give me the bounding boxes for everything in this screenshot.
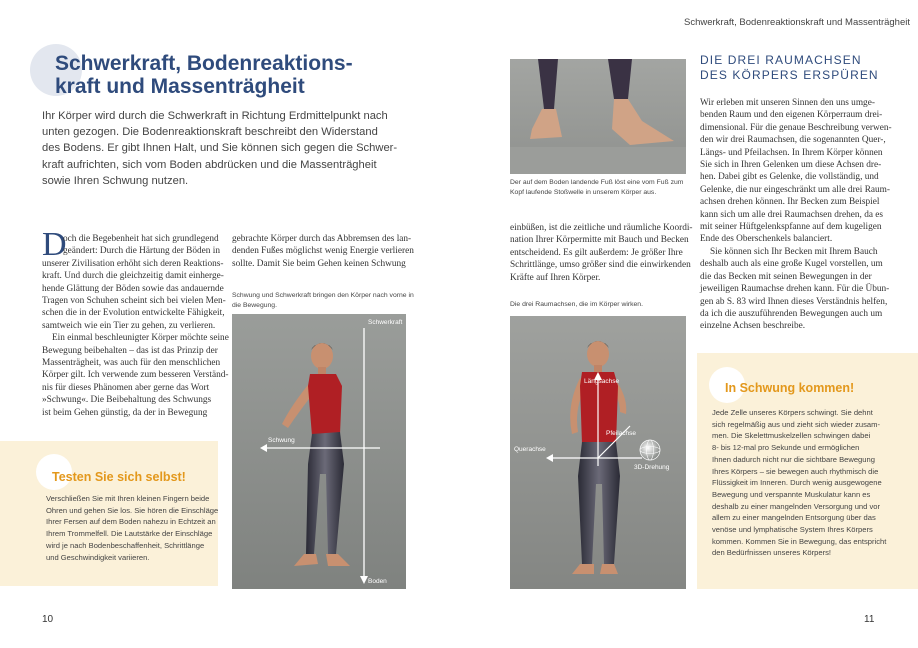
page-number-right: 11 xyxy=(864,614,875,625)
text-line: hen. Dabei gibt es Gelenke, die vollständig, und xyxy=(700,172,879,183)
text-line: gen ab S. 83 wird Ihnen dieses Verständnis helfen, xyxy=(700,296,888,307)
running-head: Schwerkraft, Bodenreaktionskraft und Massenträgheit xyxy=(683,17,910,28)
body-column-2 xyxy=(232,233,412,270)
tip-line: 8- bis 12-mal pro Sekunde und ermöglichen xyxy=(712,443,860,453)
intro-line: unten gezogen. Die Bodenreaktionskraft beschreibt den Widerstand xyxy=(42,126,378,139)
tip-line: Ihrer Fersen auf dem Boden nahezu in Echtzeit an xyxy=(46,517,216,527)
caption-line: Der auf dem Boden landende Fuß löst eine vom Fuß zum xyxy=(510,179,684,186)
tip-line: Flüssigkeit im Inneren. Durch wenig ausgewogene xyxy=(712,478,882,488)
section-heading xyxy=(700,53,879,83)
tip-line: men. Die Skelettmuskelzellen schwingen dabei xyxy=(712,431,871,441)
drop-cap: D xyxy=(42,226,67,263)
text-line: Sie sich in Ihren Gelenken um diese Achsen dre- xyxy=(700,160,882,171)
text-line: dimensional. Für die genaue Beschreibung verwen- xyxy=(700,122,892,133)
feet-illustration xyxy=(510,59,686,174)
tip-title: In Schwung kommen! xyxy=(725,381,855,395)
tip-line: deshalb zu einer mangelnden Versorgung und vor xyxy=(712,501,881,511)
tip-line: Ihres Körpers – sie bewegen auch rhythmisch die xyxy=(712,466,879,476)
page-number-left: 10 xyxy=(42,614,54,625)
walking-photo xyxy=(232,314,406,589)
label-3d-drehung: 3D-Drehung xyxy=(634,464,670,471)
text-line: samtweich wie ein Tier zu gehen, zu verlieren. xyxy=(42,320,216,331)
title-line: kraft und Massenträgheit xyxy=(55,75,305,98)
text-line: jeweiligen Raumachse drehen kann. Für die Übun- xyxy=(700,284,890,295)
tip-text xyxy=(46,493,218,563)
text-line: geändert: Durch die Härtung der Böden in xyxy=(63,246,220,257)
text-line: einzelne Achsen beschreibe. xyxy=(700,321,806,332)
text-line: Längs- und Pfeilachsen. In Ihrem Körper können xyxy=(700,147,883,158)
text-line: sollte. Damit Sie beim Gehen keinen Schwung xyxy=(232,258,406,269)
text-line: hende Glättung der Böden sowie das andauernde xyxy=(42,283,224,294)
tip-line: Jede Zelle unseres Körpers schwingt. Sie dehnt xyxy=(712,408,873,417)
intro-line: Ihr Körper wird durch die Schwerkraft in Richtung Erdmittelpunkt nach xyxy=(42,110,388,122)
text-line: Ein einmal beschleunigter Körper möchte seine xyxy=(52,333,229,344)
text-line: einbüßen, ist die zeitliche und räumliche Koordi- xyxy=(510,223,693,233)
feet-photo xyxy=(510,59,686,174)
text-line: Bewegung beibehalten – das ist das Prinzip der xyxy=(42,345,218,356)
tip-line: allem zu einer mangelnden Entsorgung über das xyxy=(712,513,876,523)
label-schwung: Schwung xyxy=(268,437,295,444)
caption-line: Schwung und Schwerkraft bringen den Körper nach vorne in xyxy=(232,292,414,299)
text-line: kraft. Und durch die gleichzeitig damit einherge- xyxy=(42,271,224,282)
text-line: Ende des Oberschenkels balanciert. xyxy=(700,234,833,245)
caption-line: Kopf laufende Stoßwelle in unserem Körper aus. xyxy=(510,188,657,196)
text-line: gebrachte Körper durch das Abbremsen des lan- xyxy=(232,234,412,244)
text-line: Tragen von Schuhen scheint sich bei vielen Men- xyxy=(42,296,226,307)
tip-line: Ohren und gehen Sie los. Sie hören die Einschläge xyxy=(46,505,219,515)
body-column-3 xyxy=(510,222,693,284)
caption-line: die Bewegung. xyxy=(232,301,277,309)
text-line: Massenträgheit, was auch für den menschlichen xyxy=(42,358,221,369)
text-line: benden Raum und den eigenen Körperraum drei- xyxy=(700,110,883,121)
body-column-1 xyxy=(42,233,229,419)
section-heading-line: DIE DREI RAUMACHSEN xyxy=(700,53,862,67)
label-schwerkraft: Schwerkraft xyxy=(368,319,403,326)
intro-line: sowie Ihren Schwung nutzen. xyxy=(42,174,189,187)
text-line: kann sich um alle drei Raumachsen drehen, da es xyxy=(700,209,884,220)
text-line: Körper gilt. Ich verwende zum besseren Verständ- xyxy=(42,370,229,381)
text-line: Sie können sich Ihr Becken mit Ihrem Bauch xyxy=(710,246,878,257)
intro-line: des Bodens. Er gibt Ihnen Halt, und Sie können sich gegen die Schwer- xyxy=(42,142,398,155)
text-line: nation Ihrer Körpermitte mit Bauch und Becken xyxy=(510,235,689,246)
tip-title: Testen Sie sich selbst! xyxy=(52,470,186,484)
section-heading-line: DES KÖRPERS ERSPÜREN xyxy=(700,68,879,82)
text-line: och die Begebenheit hat sich grundlegend xyxy=(63,234,219,244)
text-line: deshalb auch als eine große Kugel vorstellen, um xyxy=(700,259,883,270)
label-laengsachse: Längsachse xyxy=(584,378,620,385)
photo-caption-walk xyxy=(232,291,412,310)
text-line: die das Becken mit seinen Bewegungen in der xyxy=(700,271,872,282)
photo-caption-axes: Die drei Raumachsen, die im Körper wirken. xyxy=(510,301,643,308)
tip-line: Bewegung und verspannte Muskulatur kann es xyxy=(712,489,871,499)
tip-line: und Geschwindigkeit variieren. xyxy=(46,552,150,562)
tip-line: kommen. Kommen Sie in Bewegung, das entspricht xyxy=(712,536,887,546)
tip-box-in-schwung xyxy=(697,353,918,589)
text-line: unserer Zivilisation erhöht sich deren Reaktions- xyxy=(42,258,224,269)
text-line: »Schwung«. Die Beibehaltung des Schwungs xyxy=(42,395,212,406)
body-column-4 xyxy=(700,97,892,333)
page-title xyxy=(55,52,355,98)
text-line: mit seiner Hüftgelenkspfanne auf dem kugeligen xyxy=(700,222,882,233)
text-line: entscheidend. Es gilt außerdem: Je größer Ihre xyxy=(510,247,683,258)
tip-line: wird je nach Bodenbeschaffenheit, Schrittlänge xyxy=(46,540,205,550)
text-line: Kräfte auf Ihren Körper. xyxy=(510,272,601,283)
tip-line: venöse und lymphatische System Ihres Körpers xyxy=(712,525,873,535)
text-line: achsen drehen können. Ihr Becken zum Beispiel xyxy=(700,197,880,208)
text-line: denden Fußes möglichst wenig Energie verlieren xyxy=(232,246,414,257)
tip-line: Ihnen dadurch nicht nur die sichtbare Bewegung xyxy=(712,454,875,464)
text-line: nis für dieses Phänomen aber gerne das Wort xyxy=(42,382,210,393)
text-line: da ich die auszuführenden Bewegungen auch um xyxy=(700,308,883,319)
text-line: Gelenke, die nur eingeschränkt um alle drei Raum- xyxy=(700,184,891,195)
text-line: schen die in der Evolution entwickelte Fähigkeit, xyxy=(42,308,225,319)
label-pfeilachse: Pfeilachse xyxy=(606,430,636,437)
tip-line: sich regelmäßig aus und zieht sich wieder zusam- xyxy=(712,419,880,429)
label-querachse: Querachse xyxy=(514,446,546,453)
tip-line: Ihrem Trommelfell. Die Lautstärke der Einschläge xyxy=(46,529,213,539)
text-line: Wir erleben mit unseren Sinnen den uns umge- xyxy=(700,98,875,108)
tip-box-self-test xyxy=(0,441,218,586)
text-line: Schrittlänge, umso größer sind die einwirkenden xyxy=(510,260,691,271)
axes-photo xyxy=(510,316,686,589)
title-line: Schwerkraft, Bodenreaktions- xyxy=(55,52,353,75)
tip-text xyxy=(712,407,886,559)
tip-line: den Bedürfnissen unseres Körpers! xyxy=(712,548,832,558)
label-boden: Boden xyxy=(368,578,387,585)
tip-line: Verschließen Sie mit Ihren kleinen Fingern beide xyxy=(46,494,210,503)
photo-caption-feet xyxy=(510,178,686,197)
intro-paragraph xyxy=(42,108,398,189)
walking-figure-illustration xyxy=(232,314,406,589)
text-line: ist beim Gehen günstig, da der in Bewegung xyxy=(42,407,208,418)
intro-line: kraft aufrichten, sich vom Boden abdrücken und die Massenträgheit xyxy=(42,158,377,171)
text-line: den wir drei Raumachsen, die sogenannten Quer-, xyxy=(700,135,886,146)
